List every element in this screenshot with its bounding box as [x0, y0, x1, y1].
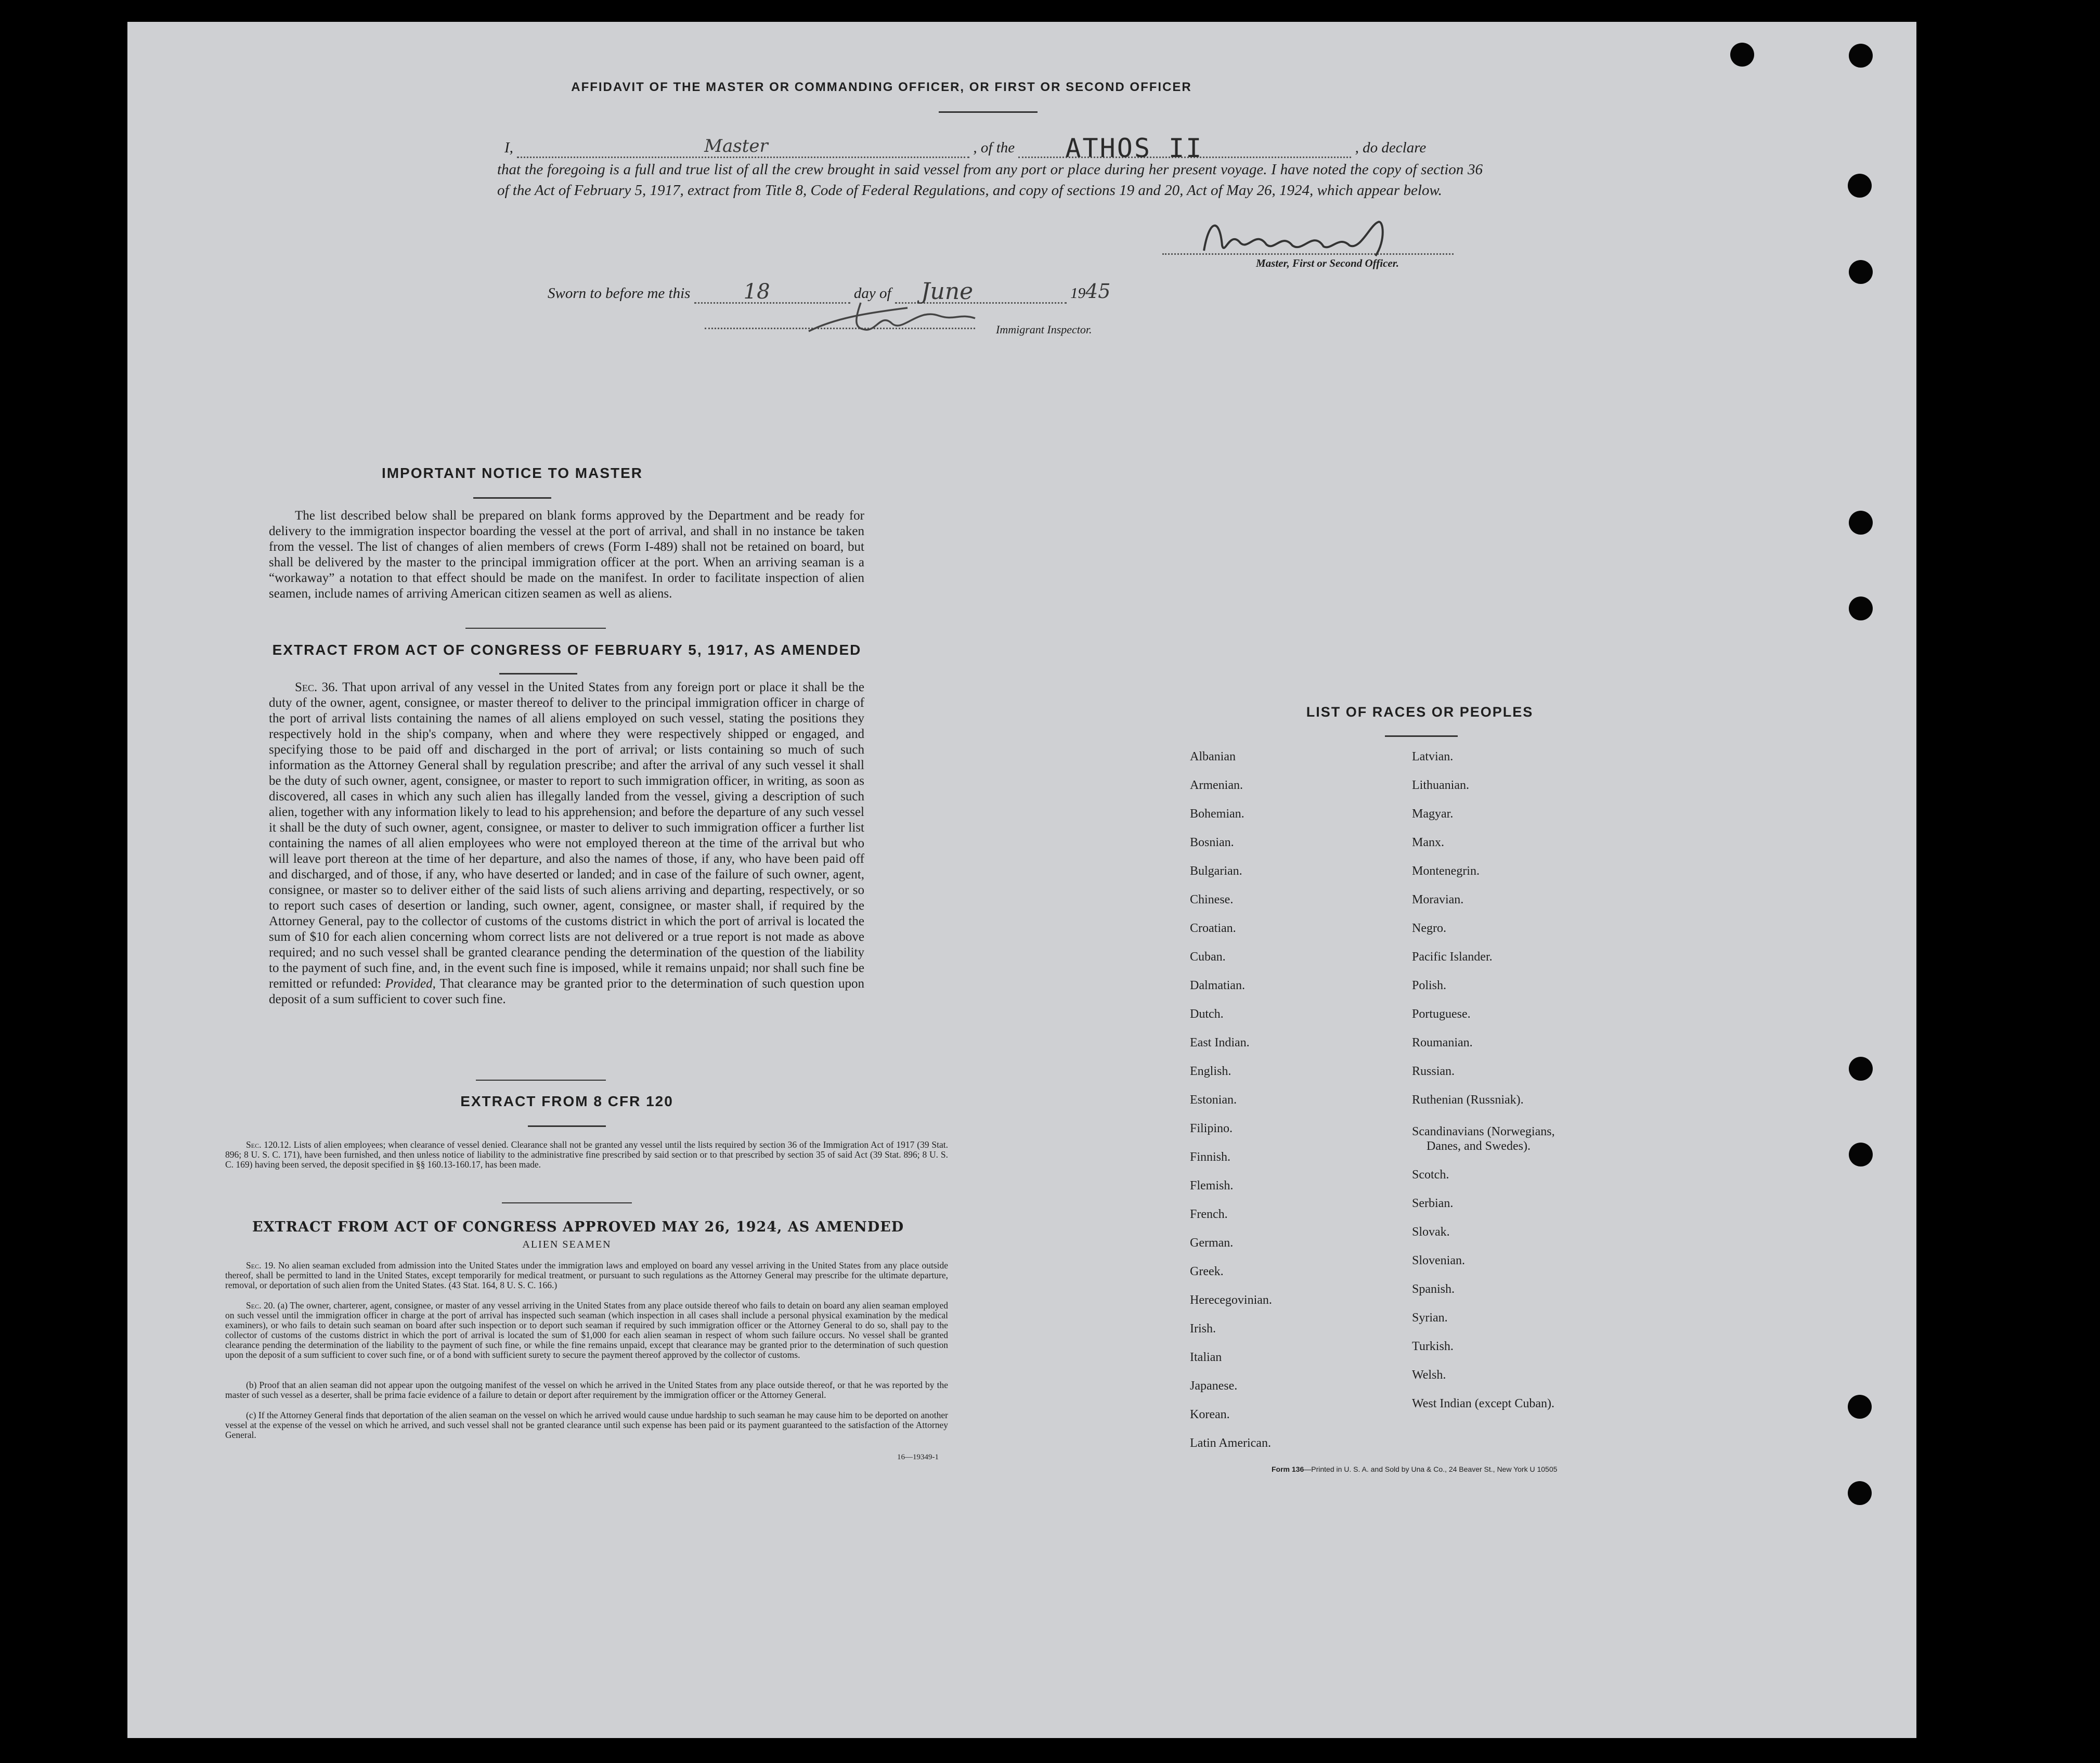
race-item: Ruthenian (Russniak). — [1412, 1093, 1524, 1107]
extract-1917-title: EXTRACT FROM ACT OF CONGRESS OF FEBRUARY 5, 1917, AS AMENDED — [272, 642, 862, 658]
section-20a — [225, 1301, 948, 1360]
race-item: Bulgarian. — [1190, 864, 1242, 878]
divider — [1385, 735, 1458, 737]
section-36-label: Sec. 36. — [295, 680, 338, 694]
form-footer — [1272, 1465, 1557, 1473]
race-item: Serbian. — [1412, 1197, 1454, 1210]
race-item: Scandinavians (Norwegians, — [1412, 1125, 1555, 1138]
sworn-prefix: Sworn to before me this — [548, 285, 691, 302]
affidavit-title: AFFIDAVIT OF THE MASTER OR COMMANDING OFFICER, OR FIRST OR SECOND OFFICER — [571, 80, 1192, 94]
race-item: Montenegrin. — [1412, 864, 1480, 878]
race-item: Flemish. — [1190, 1179, 1234, 1192]
race-item: Dutch. — [1190, 1007, 1224, 1021]
punch-hole — [1849, 260, 1873, 284]
section-19-label: Sec. 19. — [246, 1260, 276, 1271]
race-item: Turkish. — [1412, 1340, 1454, 1353]
section-120-label: Sec. 120.12. — [246, 1139, 291, 1150]
form-code: 16—19349-1 — [897, 1453, 939, 1461]
race-item: Croatian. — [1190, 922, 1236, 935]
race-item: East Indian. — [1190, 1036, 1250, 1049]
race-item: Cuban. — [1190, 950, 1226, 964]
affidavit-prefix: I, — [504, 139, 513, 156]
race-item: Syrian. — [1412, 1311, 1448, 1325]
affidavit-line1 — [504, 133, 1477, 163]
race-item: Armenian. — [1190, 779, 1243, 792]
race-item: Danes, and Swedes). — [1427, 1139, 1531, 1153]
race-item: Latin American. — [1190, 1436, 1271, 1450]
race-item: Korean. — [1190, 1408, 1230, 1421]
section-36-text: That upon arrival of any vessel in the United States from any foreign port or place it shall be the duty of the owner, agent, consignee, or master thereof to deliver to the principal immigration officer in charge of the port of arrival lists containing the names of all aliens employed on such vessel, stating the positions they respectively hold in the ship's company, when and where they were respectively shipped or engaged, and specifying those to be paid off and discharged in the port of arrival; or lists containing so much of such information as the Attorney General shall by regulation prescribe; and after the arrival of any such vessel it shall be the duty of such owner, agent, consignee, or master to report to such immigration officer, in writing, as soon as discovered, all cases in which any such alien has illegally landed from the vessel, giving a description of such alien, together with any information likely to lead to his apprehension; and before the departure of any such vessel it shall be the duty of such owner, agent, consignee, or master to deliver to such immigration officer a further list containing the names of all alien employees who were not employed thereon at the time of the arrival but who will leave port thereon at the time of her departure, and also the names of those, if any, who have been paid off and discharged, and of those, if any, who have deserted or landed; and in case of the failure of such owner, agent, consignee, or master so to deliver either of the said lists of such aliens arriving and departing, respectively, or so to report such cases of desertion or landing, such owner, agent, consignee, or master shall, if required by the Attorney General, pay to the collector of customs of the customs district in which the port of arrival is located the sum of $10 for each alien concerning whom correct lists are not delivered or a true report is not made as above required; and no such vessel shall be granted clearance pending the determination of the question of the liability to the payment of such fine, and, in the event such fine is imposed, while it remains unpaid; nor shall such fine be remitted or refunded: — [269, 680, 865, 991]
punch-hole — [1730, 43, 1754, 67]
race-item: Manx. — [1412, 836, 1444, 849]
notice-body: The list described below shall be prepared on blank forms approved by the Department and be ready for delivery to the immigration inspector boarding the vessel at the port of arrival, and shall in no instance be taken from the vessel. The list of changes of alien members of crews (Form I-489) shall not be retained on board, but shall be delivered by the master to the principal immigration officer at the port. When an arriving seaman is a “workaway” a notation to that effect should be made on the manifest. In order to facilitate inspection of alien seamen, include names of arriving American citizen seamen as well as aliens. — [269, 509, 864, 601]
section-20c: (c) If the Attorney General finds that deportation of the alien seaman on the vessel on which he arrived would cause undue hardship to such seaman he may cause him to be deported on another vessel at the expense of the vessel on which he arrived, and such vessel shall not be granted clearance until such expense has been paid or its payment guaranteed to the satisfaction of the Attorney General. — [225, 1410, 948, 1440]
race-item: Finnish. — [1190, 1150, 1231, 1164]
race-item: Roumanian. — [1412, 1036, 1473, 1049]
race-item: German. — [1190, 1236, 1234, 1250]
vessel-name: ATHOS II — [1065, 133, 1203, 163]
notice-title: IMPORTANT NOTICE TO MASTER — [381, 465, 643, 481]
document-page — [127, 22, 1916, 1738]
race-item: West Indian (except Cuban). — [1412, 1397, 1554, 1410]
race-item: Estonian. — [1190, 1093, 1237, 1107]
officer-name-field — [517, 136, 969, 158]
race-item: French. — [1190, 1208, 1228, 1221]
punch-hole — [1848, 174, 1872, 198]
races-title: LIST OF RACES OR PEOPLES — [1306, 704, 1534, 720]
punch-hole — [1848, 1481, 1872, 1505]
race-item: Italian — [1190, 1351, 1222, 1364]
section-19-text: No alien seaman excluded from admission into the United States under the immigration laws and employed on board any vessel arriving in the United States from any place outside thereof, shall be permitted to land in the United States, except temporarily for medical treatment, or pursuant to such regulations as the Attorney General may prescribe for the ultimate departure, removal, or deportation of such alien from the United States. (43 Stat. 164, 8 U. S. C. 166.) — [225, 1260, 949, 1290]
race-item: Chinese. — [1190, 893, 1234, 906]
divider — [465, 628, 606, 629]
section-120-text: Lists of alien employees; when clearance of vessel denied. Clearance shall not be granted any vessel until the lists required by section 36 of the Immigration Act of 1917 (39 Stat. 896; 8 U. S. C. 171), have been furnished, and then unless notice of liability to the administrative fine prescribed by said section or to that prescribed by section 35 of said Act (39 Stat. 896; 8 U. S. C. 169) having been served, the deposit specified in §§ 160.13-160.17, has been made. — [225, 1139, 948, 1170]
punch-hole — [1849, 1143, 1873, 1166]
vessel-name-field — [1018, 133, 1351, 163]
race-item: Magyar. — [1412, 807, 1454, 821]
extract-1917-body — [269, 680, 864, 1007]
race-item: Russian. — [1412, 1065, 1455, 1078]
race-item: Bohemian. — [1190, 807, 1245, 821]
race-item: Slovak. — [1412, 1225, 1450, 1239]
race-item: Moravian. — [1412, 893, 1464, 906]
printer-info: —Printed in U. S. A. and Sold by Una & Co., 24 Beaver St., New York U 10505 — [1304, 1465, 1558, 1473]
race-item: Dalmatian. — [1190, 979, 1245, 992]
punch-hole — [1849, 1057, 1873, 1081]
of-the-text: , of the — [973, 139, 1015, 156]
inspector-signature — [803, 292, 991, 339]
extract-cfr-title: EXTRACT FROM 8 CFR 120 — [460, 1093, 673, 1109]
sworn-day: 18 — [743, 280, 770, 304]
divider — [528, 1125, 606, 1127]
officer-name-handwritten: Master — [704, 136, 768, 157]
race-item: Scotch. — [1412, 1168, 1449, 1182]
sworn-month: June — [921, 278, 974, 305]
master-signature — [1199, 214, 1417, 261]
declare-text: , do declare — [1355, 139, 1427, 156]
race-item: Lithuanian. — [1412, 779, 1469, 792]
master-caption: Master, First or Second Officer. — [1256, 257, 1399, 269]
race-item: Pacific Islander. — [1412, 950, 1493, 964]
race-item: Irish. — [1190, 1322, 1216, 1336]
race-item: Japanese. — [1190, 1379, 1238, 1393]
divider — [939, 111, 1038, 113]
section-20a-text: (a) The owner, charterer, agent, consignee, or master of any vessel arriving in the United States from any place outside thereof who fails to detain on board any alien seaman employed on such vessel until the immigration officer in charge at the port of arrival has inspected such seaman (which inspection in all cases shall include a personal physical examination by the medical examiners), or who fails to detain such seaman on board after such inspection or to deport such seaman if required by such immigration officer or the Attorney General to do so, shall pay to the collector of customs of the customs district in which the port of arrival is located the sum of $1,000 for each alien seaman in respect of whom such failure occurs. No vessel shall be granted clearance pending the determination of the liability to the payment of such fine, or while the fine remains unpaid, except that clearance may be granted prior to the determination of such question upon the deposit of a sum sufficient to cover such fine, or of a bond with sufficient surety to secure the payment thereof approved by the collector of customs. — [225, 1300, 948, 1360]
race-item: Spanish. — [1412, 1282, 1455, 1296]
punch-hole — [1849, 44, 1873, 68]
punch-hole — [1848, 1395, 1872, 1419]
race-item: Greek. — [1190, 1265, 1224, 1278]
sworn-year: 45 — [1085, 280, 1111, 303]
race-item: Slovenian. — [1412, 1254, 1465, 1267]
provided-label: Provided, — [385, 977, 436, 991]
year-prefix: 19 — [1070, 285, 1086, 302]
divider — [473, 497, 551, 499]
race-item: Polish. — [1412, 979, 1447, 992]
race-item: Negro. — [1412, 922, 1446, 935]
extract-cfr-body — [225, 1140, 948, 1170]
punch-hole — [1849, 597, 1873, 620]
day-of-text: day of — [853, 285, 891, 302]
race-item: Albanian — [1190, 750, 1236, 763]
divider — [476, 1080, 606, 1081]
section-20-label: Sec. 20. — [246, 1300, 275, 1311]
race-item: Welsh. — [1412, 1368, 1446, 1382]
inspector-caption: Immigrant Inspector. — [996, 323, 1092, 336]
race-item: Bosnian. — [1190, 836, 1234, 849]
divider — [499, 673, 577, 675]
race-item: Latvian. — [1412, 750, 1454, 763]
race-item: Portuguese. — [1412, 1007, 1471, 1021]
extract-1924-title: EXTRACT FROM ACT OF CONGRESS APPROVED MAY 26, 1924, AS AMENDED — [252, 1219, 904, 1235]
race-item: English. — [1190, 1065, 1232, 1078]
divider — [502, 1202, 632, 1203]
punch-hole — [1849, 511, 1873, 535]
affidavit-body: that the foregoing is a full and true list of all the crew brought in said vessel from any port or place during her present voyage. I have noted the copy of section 36 of the Act of February 5, 1917, extract from Title 8, Code of Federal Regulations, and copy of sections 19 and 20, Act of May 26, 1924, which appear below. — [497, 161, 1483, 199]
section-20b: (b) Proof that an alien seaman did not appear upon the outgoing manifest of the vessel on which he arrived in the United States from any place outside thereof, or that he was reported by the master of such vessel as a deserter, shall be prima facie evidence of a failure to detain or deport after requirement by the immigration officer or the Attorney General. — [225, 1380, 948, 1400]
provided-text: That clearance may be granted prior to the determination of such question upon deposit of a sum sufficient to cover such fine. — [269, 977, 864, 1006]
extract-1924-subtitle: ALIEN SEAMEN — [522, 1239, 612, 1250]
form-number: Form 136 — [1272, 1465, 1304, 1473]
section-19 — [225, 1261, 948, 1290]
race-item: Herecegovinian. — [1190, 1293, 1272, 1307]
race-item: Filipino. — [1190, 1122, 1233, 1135]
